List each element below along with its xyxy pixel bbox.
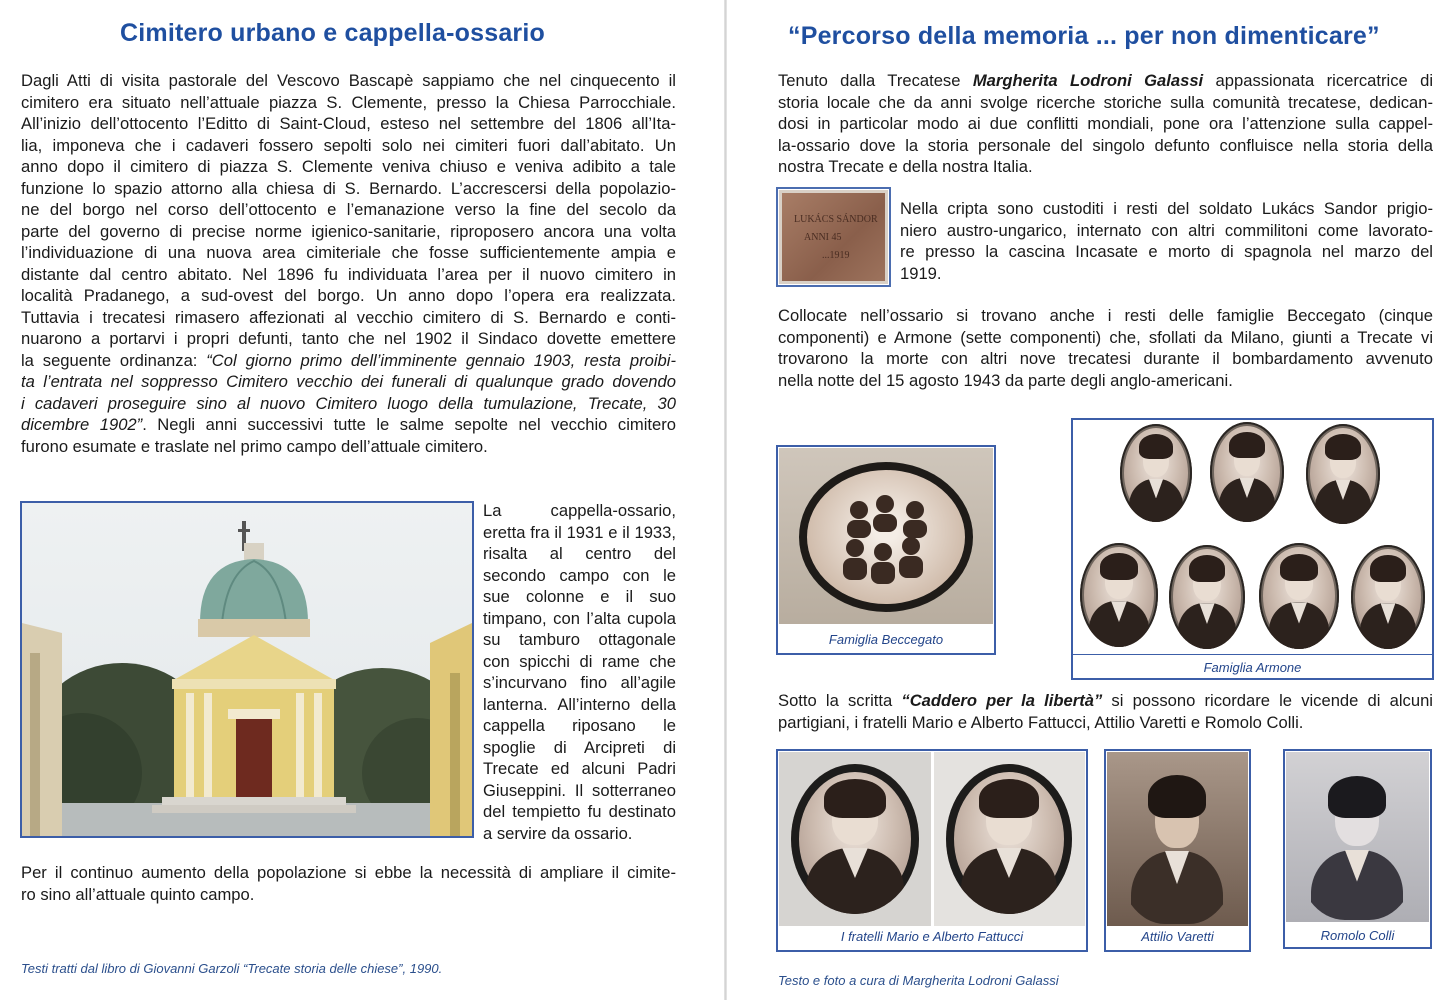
right-credit: Testo e foto a cura di Margherita Lodroni Galassi bbox=[778, 973, 1059, 988]
armone-portrait bbox=[1351, 545, 1425, 649]
history-line: parte del governo di precise norme igienico-sanitarie, riproposero ancora una volta bbox=[21, 221, 676, 241]
history-line: ne del borgo nel corso dell’ottocento e l’emanazione verso la fine del secolo da bbox=[21, 200, 676, 219]
families-line: nella notte del 15 agosto 1943 da parte degli anglo-americani. bbox=[778, 370, 1233, 390]
fattucci-caption: I fratelli Mario e Alberto Fattucci bbox=[840, 929, 1024, 944]
history-line: cimitero era situato nell’attuale piazza S. Clemente, presso la Chiesa Parrocchiale. bbox=[21, 92, 676, 112]
ordinance-end-line: dicembre 1902”. Negli anni successivi tutte le salme sepolte nel vecchio cimitero bbox=[21, 415, 676, 434]
left-credit: Testi tratti dal libro di Giovanni Garzoli “Trecate storia delle chiese”, 1990. bbox=[21, 961, 443, 976]
ordinance-quote-line: i cadaveri proseguire sino al nuovo Cimitero luogo della tumulazione, Trecate, 30 bbox=[21, 393, 676, 413]
soldier-line: 1919. bbox=[900, 263, 942, 283]
armone-portrait bbox=[1259, 543, 1339, 649]
intro-line: storia locale che da anni svolge ricerche storiche sulla comunità trecatese, dedican- bbox=[778, 92, 1433, 112]
families-line: Collocate nell’ossario si trovano anche i resti delle famiglie Beccegato (cinque bbox=[778, 306, 1433, 325]
expansion-line: Per il continuo aumento della popolazione si ebbe la necessità di ampliare il cimite- bbox=[21, 863, 676, 882]
armone-portrait bbox=[1120, 424, 1192, 522]
ordinance-quote-lines bbox=[21, 371, 676, 414]
chapel-line: Trecate ed alcuni Padri bbox=[483, 759, 676, 778]
history-line: Dagli Atti di visita pastorale del Vescovo Bascapè sappiamo che nel cinquecento il bbox=[21, 71, 676, 90]
history-line: l’individuazione di una nuova area cimiteriale che fosse sufficientemente ampia e bbox=[21, 243, 676, 262]
armone-portrait bbox=[1210, 422, 1284, 522]
history-line: nuarono a portarvi i propri defunti, tanto che nel 1902 il Sindaco dovette emettere bbox=[21, 329, 676, 348]
chapel-description bbox=[483, 500, 676, 844]
history-line: Tuttavia i trecatesi rimasero affezionati al vecchio cimitero di S. Bernardo e conti- bbox=[21, 307, 676, 327]
colli-caption: Romolo Colli bbox=[1320, 928, 1395, 943]
chapel-line: secondo campo con le bbox=[483, 565, 676, 585]
intro-line: nostra Trecate e della nostra Italia. bbox=[778, 157, 1033, 176]
chapel-line: lanterna. All’interno della bbox=[483, 694, 676, 714]
chapel-description-lines bbox=[483, 500, 676, 844]
families-line: componenti) e Armone (sette componenti) che, sfollati da Milano, giunti a Trecate vi bbox=[778, 327, 1433, 347]
chapel-line: risalta al centro del bbox=[483, 544, 676, 563]
partisans-second-line: partigiani, i fratelli Mario e Alberto Fattucci, Attilio Varetti e Romolo Colli. bbox=[778, 712, 1304, 732]
mario-fattucci-photo bbox=[779, 752, 931, 926]
chapel-line: Giuseppini. Il sotterraneo bbox=[483, 780, 676, 800]
chapel-line: su tamburo ottagonale bbox=[483, 630, 676, 649]
armone-portrait bbox=[1080, 543, 1158, 647]
beccegato-photo bbox=[779, 448, 993, 624]
right-page-title: “Percorso della memoria ... per non dimenticare” bbox=[788, 22, 1380, 50]
chapel-illustration bbox=[22, 503, 472, 836]
partisans-first-line: Sotto la scritta “Caddero per la libertà” si possono ricordare le vicende di alcuni bbox=[778, 691, 1433, 710]
history-paragraph bbox=[21, 70, 676, 457]
armone-portrait bbox=[1306, 424, 1380, 524]
chapel-line: cappella riposano le bbox=[483, 716, 676, 735]
varetti-photo bbox=[1107, 752, 1248, 926]
history-last-line: furono esumate e traslate nel primo campo dell’attuale cimitero. bbox=[21, 436, 488, 456]
history-line: lia, imponeva che i cadaveri fossero sepolti solo nei cimiteri fuori dall’abitato. Un bbox=[21, 135, 676, 155]
armone-caption: Famiglia Armone bbox=[1203, 660, 1302, 675]
chapel-line: con spicchi di rame che bbox=[483, 651, 676, 671]
varetti-caption: Attilio Varetti bbox=[1141, 929, 1214, 944]
chapel-line: a servire da ossario. bbox=[483, 823, 633, 843]
history-line: distante dal centro abitato. Nel 1896 fu individuata l’area per il nuovo cimitero in bbox=[21, 264, 676, 284]
history-line: All’inizio dell’ottocento l’Editto di Saint-Cloud, esteso nel settembre del 1806 all’Ita- bbox=[21, 114, 676, 133]
ordinance-quote-line: ta l’entrata nel soppresso Cimitero vecchio dei funerali di qualunque grado dovendo bbox=[21, 372, 676, 391]
soldier-line: Nella cripta sono custoditi i resti del soldato Lukács Sandor prigio- bbox=[900, 199, 1433, 218]
chapel-line: eretta fra il 1931 e il 1933, bbox=[483, 522, 676, 542]
expansion-lines bbox=[21, 862, 676, 905]
chapel-line: del tempietto fu destinato bbox=[483, 802, 676, 821]
chapel-photo bbox=[22, 503, 472, 836]
families-paragraph bbox=[778, 305, 1433, 391]
armone-portrait bbox=[1169, 545, 1245, 649]
plaque-inscription: LUKÁCS SÁNDOR ANNI 45 ...1919 bbox=[794, 214, 878, 261]
ordinance-line: la seguente ordinanza: “Col giorno primo dell’imminente gennaio 1903, resta proibi- bbox=[21, 350, 676, 370]
history-line: località Pradanego, a sud-ovest del borgo. Un anno dopo l’opera era realizzata. bbox=[21, 286, 676, 305]
chapel-line: spoglie di Arcipreti di bbox=[483, 737, 676, 757]
expansion-paragraph bbox=[21, 862, 676, 905]
intro-lines bbox=[778, 92, 1433, 178]
chapel-line: timpano, con l’alta cupola bbox=[483, 608, 676, 628]
expansion-line: ro sino all’attuale quinto campo. bbox=[21, 884, 255, 904]
alberto-fattucci-photo bbox=[934, 752, 1085, 926]
history-line: anno dopo il cimitero di piazza S. Clemente veniva chiuso e veniva adibito a tale bbox=[21, 157, 676, 176]
intro-paragraph bbox=[778, 70, 1433, 178]
history-lines bbox=[21, 70, 676, 350]
left-page-title: Cimitero urbano e cappella-ossario bbox=[120, 19, 545, 47]
soldier-line: re presso la cascina Incasate e morto di spagnola nel marzo del bbox=[900, 242, 1433, 261]
colli-photo bbox=[1286, 752, 1429, 922]
beccegato-caption: Famiglia Beccegato bbox=[828, 632, 944, 647]
intro-first-line: Tenuto dalla Trecatese Margherita Lodroni Galassi appassionata ricercatrice di bbox=[778, 71, 1434, 90]
soldier-paragraph bbox=[900, 198, 1433, 284]
families-line: trovarono la morte con altri nove trecatesi durante il bombardamento avvenuto bbox=[778, 349, 1433, 368]
chapel-line: s’incurvano fino all’agile bbox=[483, 673, 676, 692]
plaque-photo bbox=[779, 190, 888, 284]
partisans-paragraph bbox=[778, 690, 1433, 733]
intro-line: dosi in particolar modo ai due conflitti mondiali, pone ora l’attenzione sulla cappel- bbox=[778, 114, 1433, 133]
left-page bbox=[0, 0, 725, 1000]
chapel-line: sue colonne e il suo bbox=[483, 587, 676, 606]
intro-line: la-ossario dove la storia personale del singolo defunto confluisce nella storia della bbox=[778, 135, 1433, 155]
families-lines bbox=[778, 305, 1433, 391]
right-page bbox=[726, 0, 1451, 1000]
chapel-line: La cappella-ossario, bbox=[483, 501, 676, 520]
history-line: funzione lo spazio attorno alla chiesa di S. Bernardo. L’accrescersi della popolazio- bbox=[21, 178, 676, 198]
beccegato-family-portraits bbox=[807, 470, 965, 604]
soldier-line: niero austro-ungarico, internato con altri commilitoni come lavorato- bbox=[900, 220, 1433, 240]
soldier-lines bbox=[900, 198, 1433, 284]
